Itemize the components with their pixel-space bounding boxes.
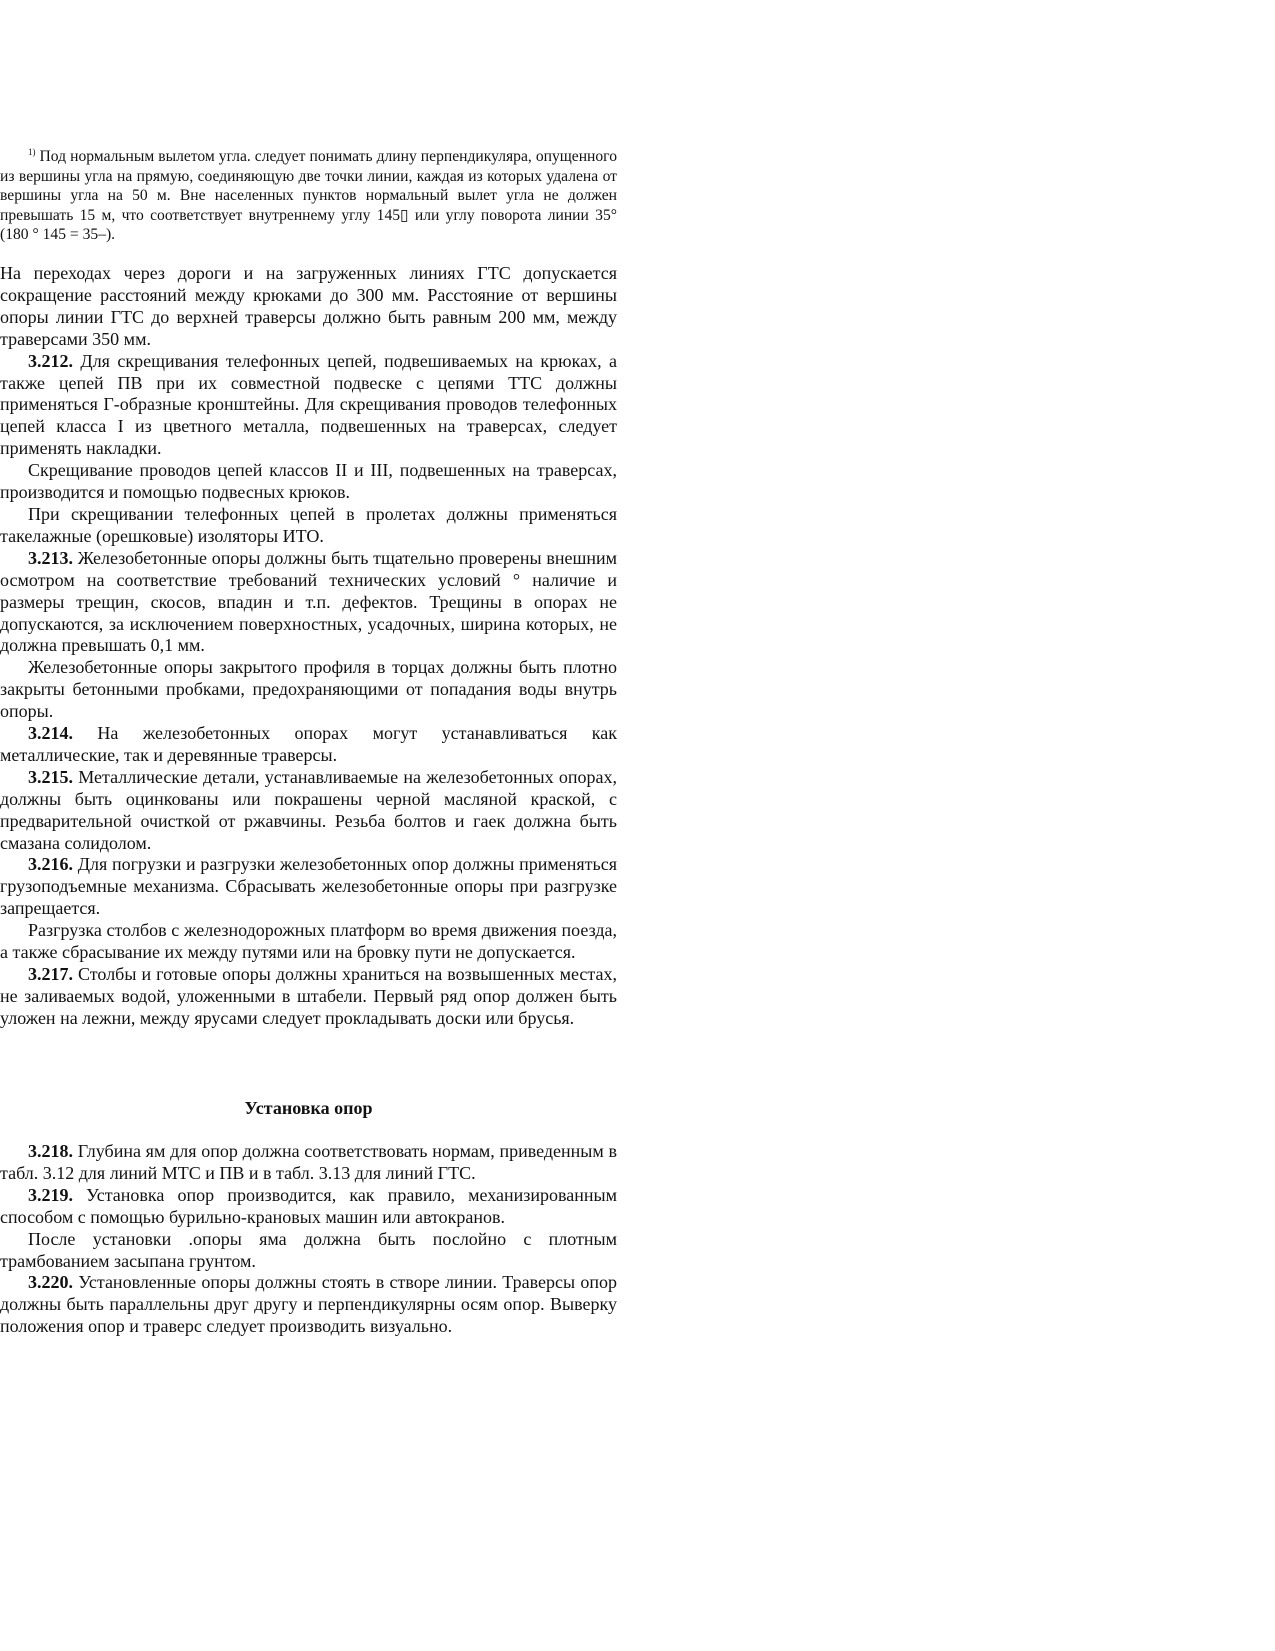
paragraph-text: Установленные опоры должны стоять в створе линии. Траверсы опор должны быть параллельны друг другу и перпендикулярны осям опор. Выверку положения опор и траверс следует производить визуально. (0, 1272, 617, 1337)
paragraph-text: После установки .опоры яма должна быть послойно с плотным трамбованием засыпана грунтом. (0, 1228, 617, 1271)
numbered-paragraph (0, 1141, 617, 1185)
clause-number: 3.219. (28, 1184, 73, 1205)
paragraph-text: Глубина ям для опор должна соответствовать нормам, приведенным в табл. 3.12 для линий МТС и ПВ и в табл. 3.13 для линий ГТС. (0, 1141, 617, 1183)
paragraph-text: Для погрузки и разгрузки железобетонных опор должны применяться грузоподъемные механизма. Сбрасывать железобетонные опоры при разгрузке запрещается. (0, 854, 617, 919)
body-section-1 (0, 263, 617, 1030)
numbered-paragraph (0, 723, 617, 767)
footnote (0, 143, 617, 245)
paragraph (0, 460, 617, 504)
numbered-paragraph (0, 964, 617, 1030)
paragraph (0, 1229, 617, 1273)
numbered-paragraph (0, 1272, 617, 1338)
paragraph (0, 263, 617, 351)
paragraph (0, 504, 617, 548)
section-heading: Установка опор (244, 1098, 373, 1118)
paragraph-text: Для скрещивания телефонных цепей, подвешиваемых на крюках, а также цепей ПВ при их совместной подвеске с цепями ТТС должны применяться Г-образные кронштейны. Для скрещивания проводов телефонных цепей класса I из цветного металла, подвешенных на траверсах, следует применять накладки. (0, 350, 617, 459)
paragraph-text: Установка опор производится, как правило, механизированным способом с помощью бурильно-крановых машин или автокранов. (0, 1184, 617, 1227)
body-section-2 (0, 1141, 617, 1338)
clause-number: 3.218. (28, 1141, 73, 1161)
paragraph (0, 920, 617, 964)
paragraph-text: При скрещивании телефонных цепей в пролетах должны применяться такелажные (орешковые) изоляторы ИТО. (0, 503, 617, 546)
paragraph-text: Столбы и готовые опоры должны храниться на возвышенных местах, не заливаемых водой, уложенными в штабели. Первый ряд опор должен быть уложен на лежни, между ярусами следует прокладывать доски или брусья. (0, 964, 617, 1028)
paragraph-text: Металлические детали, устанавливаемые на железобетонных опорах, должны быть оцинкованы или покрашены черной масляной краской, с предварительной очисткой от ржавчины. Резьба болтов и гаек должна быть смазана солидолом. (0, 766, 617, 853)
numbered-paragraph (0, 767, 617, 855)
paragraph (0, 657, 617, 723)
clause-number: 3.220. (28, 1272, 73, 1293)
clause-number: 3.215. (28, 766, 73, 787)
paragraph-text: Железобетонные опоры закрытого профиля в торцах должны быть плотно закрыты бетонными пробками, предохраняющими от попадания воды внутрь опоры. (0, 657, 617, 722)
clause-number: 3.217. (28, 964, 73, 984)
paragraph-text: На железобетонных опорах могут устанавливаться как металлические, так и деревянные траверсы. (0, 723, 617, 765)
clause-number: 3.214. (28, 723, 73, 744)
clause-number: 3.213. (28, 547, 73, 568)
numbered-paragraph (0, 351, 617, 461)
paragraph-text: На переходах через дороги и на загруженных линиях ГТС допускается сокращение расстояний между крюками до 300 мм. Расстояние от вершины опоры линии ГТС до верхней траверсы должно быть равным 200 мм, между траверсами 350 мм. (0, 263, 617, 349)
footnote-text: Под нормальным вылетом угла. следует понимать длину перпендикуляра, опущенного из вершины угла на прямую, соединяющую две точки линии, каждая из которых удалена от вершины угла на 50 м. Вне населенных пунктов нормальный вылет угла не должен превышать 15 м, что соответствует внутреннему углу 145▯ или углу поворота линии 35° (180 ° 145 = 35–). (0, 148, 617, 244)
footnote-marker: 1) (28, 147, 36, 157)
numbered-paragraph (0, 548, 617, 658)
paragraph-text: Скрещивание проводов цепей классов II и III, подвешенных на траверсах, производится и помощью подвесных крюков. (0, 460, 617, 503)
paragraph-text: Железобетонные опоры должны быть тщательно проверены внешним осмотром на соответствие требований технических условий ° наличие и размеры трещин, скосов, впадин и т.п. дефектов. Трещины в опорах не допускаются, за исключением поверхностных, усадочных, ширина которых, не должна превышать 0,1 мм. (0, 547, 617, 656)
clause-number: 3.212. (28, 350, 73, 371)
clause-number: 3.216. (28, 854, 73, 875)
paragraph-text: Разгрузка столбов с железнодорожных платформ во время движения поезда, а также сбрасывание их между путями или на бровку пути не допускается. (0, 920, 617, 963)
numbered-paragraph (0, 854, 617, 920)
numbered-paragraph (0, 1185, 617, 1229)
